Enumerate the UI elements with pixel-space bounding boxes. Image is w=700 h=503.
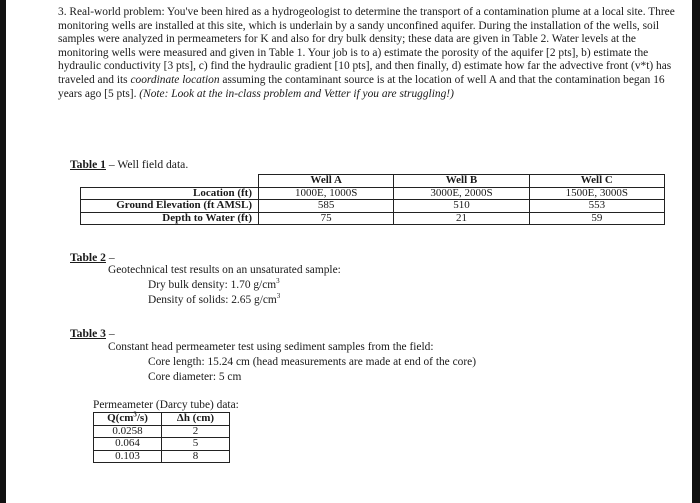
- dry-bulk-density-text: Dry bulk density: 1.70 g/cm: [148, 279, 277, 291]
- solids-unit-exponent: 3: [276, 292, 281, 301]
- table-cell: 59: [529, 212, 664, 225]
- table-cell: 585: [259, 200, 394, 213]
- table2-caption-rest: –: [105, 251, 115, 264]
- table-cell: 0.0258: [94, 425, 162, 438]
- col-header-q: [94, 410, 162, 426]
- table-cell: 553: [529, 200, 664, 213]
- col-header-well-b: Well B: [394, 175, 529, 188]
- table-row: [94, 450, 230, 463]
- table-cell: 1000E, 1000S: [259, 187, 394, 200]
- table-cell: 8: [162, 450, 230, 463]
- table3-intro: Constant head permeameter test using sediment samples from the field:: [108, 341, 434, 353]
- table1-caption: [70, 158, 188, 171]
- table2-caption: [70, 251, 115, 264]
- well-field-table: [80, 174, 665, 225]
- density-of-solids-text: Density of solids: 2.65 g/cm: [148, 294, 277, 306]
- col-header-well-a: Well A: [259, 175, 394, 188]
- table1-caption-rest: – Well field data.: [105, 158, 189, 171]
- problem-italic-phrase: coordinate location: [130, 73, 220, 86]
- dry-bulk-unit-exponent: 3: [276, 277, 280, 286]
- problem-text-after: assuming the contaminant source is at the location of well A and that the contamination began 16 years ago [5 pts].: [58, 73, 665, 100]
- table3-caption: [70, 327, 115, 340]
- density-of-solids: [148, 294, 280, 308]
- table-cell: 5: [162, 438, 230, 451]
- table-cell: 3000E, 2000S: [394, 187, 529, 200]
- table-cell: 0.064: [94, 438, 162, 451]
- row-label: Ground Elevation (ft AMSL): [81, 200, 259, 213]
- table2-caption-label: Table 2: [70, 251, 106, 264]
- dry-bulk-density: [148, 279, 280, 293]
- table-cell: 1500E, 3000S: [529, 187, 664, 200]
- table-cell: 21: [394, 212, 529, 225]
- core-length: Core length: 15.24 cm (head measurements are made at end of the core): [148, 356, 476, 368]
- table-header-row: [81, 175, 665, 188]
- table-cell: 75: [259, 212, 394, 225]
- problem-text: 3. Real-world problem: You've been hired as a hydrogeologist to determine the transport of a contamination plume at a local site. Three monitoring wells are installed at this site, which is underlain by a sandy unconfined aquifer. During the installation of the wells, soil samples were analyzed in permeameters for K and also for dry bulk density; these data are given in Table 2. Water levels at the monitoring wells were measured and given in Table 1. Your job is to a) estimate the porosity of the aquifer [2 pts], b) estimate the hydraulic conductivity [3 pts], c) find the hydraulic gradient [10 pts], and then finally, d) estimate how far the advective front (v*t) has traveled and its: [58, 6, 675, 86]
- table-header-row: [94, 413, 230, 426]
- left-frame-border: [0, 0, 6, 503]
- table-row: [81, 200, 665, 213]
- core-diameter: Core diameter: 5 cm: [148, 371, 242, 383]
- table-row: [81, 212, 665, 225]
- right-frame-border: [692, 0, 700, 503]
- table3-caption-rest: –: [105, 327, 115, 340]
- problem-note: (Note: Look at the in-class problem and Vetter if you are struggling!): [139, 87, 454, 100]
- table-corner: [81, 175, 259, 188]
- col-header-q-text: Q(cm: [107, 412, 134, 424]
- col-header-q-tail: /s): [136, 412, 148, 424]
- table2-intro: Geotechnical test results on an unsaturated sample:: [108, 264, 341, 276]
- table-cell: 510: [394, 200, 529, 213]
- table1-caption-label: Table 1: [70, 158, 106, 171]
- col-header-q-exponent: 3: [133, 410, 137, 419]
- row-label: Depth to Water (ft): [81, 212, 259, 225]
- table-row: [94, 425, 230, 438]
- col-header-delta-h: Δh (cm): [162, 413, 230, 426]
- table-row: [94, 438, 230, 451]
- row-label: Location (ft): [81, 187, 259, 200]
- table3-caption-label: Table 3: [70, 327, 106, 340]
- col-header-well-c: Well C: [529, 175, 664, 188]
- problem-statement: [58, 6, 688, 101]
- table-row: [81, 187, 665, 200]
- table-cell: 0.103: [94, 450, 162, 463]
- permeameter-table: [93, 412, 230, 463]
- table-cell: 2: [162, 425, 230, 438]
- permeameter-caption: Permeameter (Darcy tube) data:: [93, 399, 239, 411]
